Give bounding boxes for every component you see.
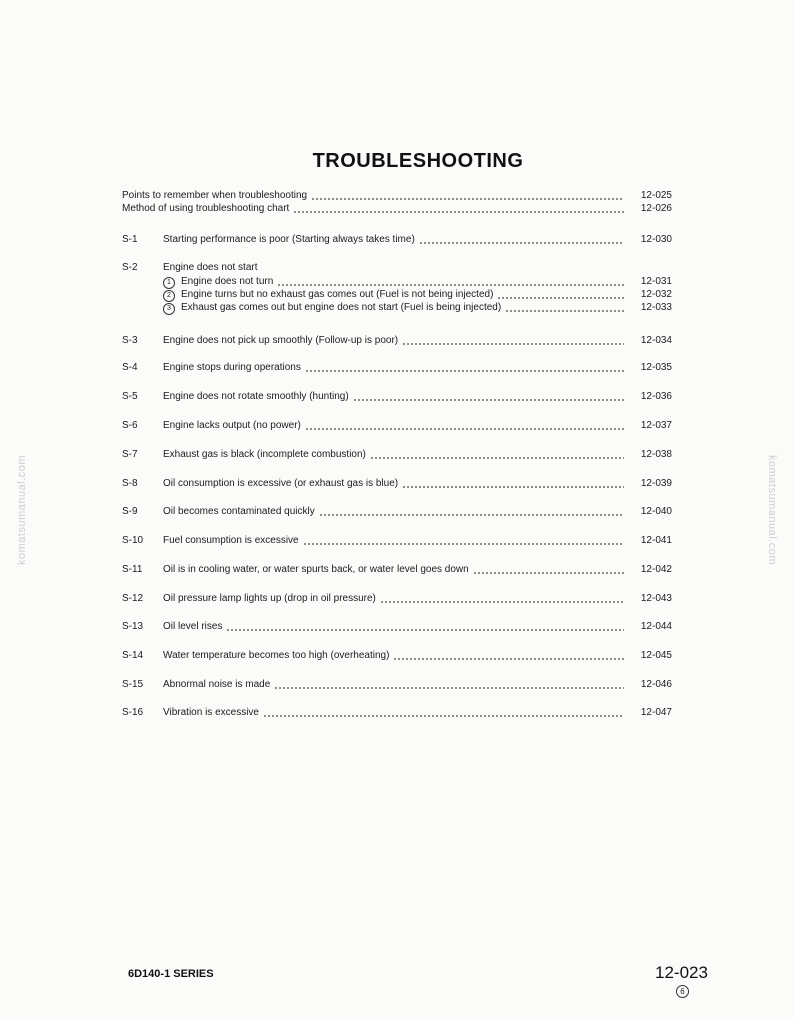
toc-row-s-12[interactable] <box>0 592 794 606</box>
section-code: S-6 <box>122 420 138 431</box>
toc-row-s-16[interactable] <box>0 706 794 720</box>
page-reference: 12-045 <box>640 650 672 661</box>
dot-leader <box>305 428 624 430</box>
toc-entry <box>163 261 672 275</box>
dot-leader <box>353 399 624 401</box>
page-reference: 12-030 <box>640 234 672 245</box>
toc-row-s-7[interactable] <box>0 448 794 462</box>
footer-series: 6D140-1 SERIES <box>128 968 214 980</box>
dot-leader <box>277 284 624 286</box>
page-reference: 12-036 <box>640 391 672 402</box>
section-code: S-12 <box>122 593 144 604</box>
dot-leader <box>293 211 624 213</box>
entry-title: Oil consumption is excessive (or exhaust gas is blue) <box>163 478 399 489</box>
dot-leader <box>370 457 624 459</box>
entry-title <box>163 288 497 302</box>
page-reference: 12-044 <box>640 621 672 632</box>
page-reference: 12-039 <box>640 478 672 489</box>
watermark-right: komatsumanual.com <box>766 455 778 565</box>
dot-leader <box>226 629 624 631</box>
entry-title: Fuel consumption is excessive <box>163 535 299 546</box>
entry-title: Engine stops during operations <box>163 362 301 373</box>
page-reference: 12-042 <box>640 564 672 575</box>
page-title: TROUBLESHOOTING <box>312 150 524 172</box>
section-code: S-9 <box>122 506 138 517</box>
section-code: S-16 <box>122 707 144 718</box>
page-reference: 12-043 <box>640 593 672 604</box>
toc-row-subitem[interactable] <box>0 275 794 289</box>
entry-title: Oil level rises <box>163 621 223 632</box>
watermark-left: komatsumanual.com <box>16 455 28 565</box>
toc-entry <box>163 419 672 433</box>
page-reference: 12-041 <box>640 535 672 546</box>
toc-row-s-4[interactable] <box>0 361 794 375</box>
dot-leader <box>505 310 624 312</box>
entry-title: Exhaust gas is black (incomplete combustion) <box>163 449 366 460</box>
section-code: S-11 <box>122 564 143 575</box>
section-code: S-15 <box>122 679 144 690</box>
section-code: S-14 <box>122 650 144 661</box>
page-reference: 12-032 <box>640 289 672 300</box>
section-code: S-4 <box>122 362 138 373</box>
section-code: S-13 <box>122 621 144 632</box>
section-code: S-3 <box>122 335 138 346</box>
toc-row-s-5[interactable] <box>0 390 794 404</box>
toc-row-s-9[interactable] <box>0 505 794 519</box>
toc-row-s-8[interactable] <box>0 477 794 491</box>
entry-title: Engine lacks output (no power) <box>163 420 301 431</box>
entry-title: Oil pressure lamp lights up (drop in oil pressure) <box>163 593 376 604</box>
toc-entry <box>163 334 672 348</box>
entry-title: Starting performance is poor (Starting always takes time) <box>163 234 415 245</box>
footer-page-number: 12-023 <box>655 963 708 982</box>
section-code: S-8 <box>122 478 138 489</box>
page-reference: 12-033 <box>640 302 672 313</box>
toc-entry <box>163 678 672 692</box>
toc-entry <box>163 288 672 302</box>
dot-leader <box>311 198 624 200</box>
toc-row-s-3[interactable] <box>0 334 794 348</box>
toc-entry <box>163 534 672 548</box>
toc-row-s-13[interactable] <box>0 620 794 634</box>
dot-leader <box>305 370 624 372</box>
toc-entry <box>122 202 672 216</box>
toc-entry <box>163 649 672 663</box>
toc-entry <box>163 620 672 634</box>
toc-entry <box>163 361 672 375</box>
toc-row-s-6[interactable] <box>0 419 794 433</box>
entry-title: Engine does not start <box>163 262 258 273</box>
toc-entry <box>163 448 672 462</box>
page-reference: 12-026 <box>640 203 672 214</box>
toc-row-subitem[interactable] <box>0 288 794 302</box>
dot-leader <box>402 343 624 345</box>
toc-entry <box>163 301 672 315</box>
toc-row-s-11[interactable] <box>0 563 794 577</box>
entry-title: Engine does not rotate smoothly (hunting) <box>163 391 349 402</box>
dot-leader <box>402 486 624 488</box>
page-reference: 12-025 <box>640 190 672 201</box>
dot-leader <box>319 514 624 516</box>
dot-leader <box>274 687 624 689</box>
toc-row-s-10[interactable] <box>0 534 794 548</box>
toc-entry <box>122 189 672 203</box>
page-reference: 12-035 <box>640 362 672 373</box>
circled-number-icon: 2 <box>163 290 175 302</box>
entry-title <box>163 301 505 315</box>
toc-row-subitem[interactable] <box>0 301 794 315</box>
dot-leader <box>473 572 624 574</box>
toc-entry <box>163 477 672 491</box>
entry-title-text: Engine turns but no exhaust gas comes out (Fuel is not being injected) <box>181 289 494 300</box>
section-code: S-2 <box>122 262 138 273</box>
toc-entry <box>163 275 672 289</box>
entry-title: Points to remember when troubleshooting <box>122 190 308 201</box>
section-code: S-1 <box>122 234 138 245</box>
section-code: S-5 <box>122 391 138 402</box>
section-code: S-7 <box>122 449 138 460</box>
toc-entry <box>163 563 672 577</box>
entry-title: Method of using troubleshooting chart <box>122 203 290 214</box>
dot-leader <box>419 242 624 244</box>
dot-leader <box>303 543 624 545</box>
entry-title: Oil becomes contaminated quickly <box>163 506 315 517</box>
circled-number-icon: 3 <box>163 303 175 315</box>
toc-row-s-2[interactable] <box>0 261 794 275</box>
entry-title-text: Exhaust gas comes out but engine does not start (Fuel is being injected) <box>181 302 502 313</box>
toc-entry <box>163 233 672 247</box>
entry-title: Oil is in cooling water, or water spurts back, or water level goes down <box>163 564 469 575</box>
circled-number-icon: 1 <box>163 277 175 289</box>
toc-entry <box>163 505 672 519</box>
dot-leader <box>393 658 624 660</box>
toc-row-intro[interactable] <box>0 202 794 216</box>
revision-mark: 6 <box>676 985 689 998</box>
page-reference: 12-034 <box>640 335 672 346</box>
toc-entry <box>163 390 672 404</box>
entry-title-text: Engine does not turn <box>181 276 274 287</box>
entry-title: Vibration is excessive <box>163 707 259 718</box>
toc-row-s-1[interactable] <box>0 233 794 247</box>
page-reference: 12-038 <box>640 449 672 460</box>
dot-leader <box>380 601 624 603</box>
toc-entry <box>163 592 672 606</box>
toc-row-s-15[interactable] <box>0 678 794 692</box>
section-code: S-10 <box>122 535 144 546</box>
entry-title: Water temperature becomes too high (overheating) <box>163 650 390 661</box>
dot-leader <box>263 715 624 717</box>
page-reference: 12-047 <box>640 707 672 718</box>
entry-title: Engine does not pick up smoothly (Follow-up is poor) <box>163 335 399 346</box>
entry-title: Abnormal noise is made <box>163 679 271 690</box>
toc-entry <box>163 706 672 720</box>
dot-leader <box>497 297 624 299</box>
page-reference: 12-046 <box>640 679 672 690</box>
toc-row-s-14[interactable] <box>0 649 794 663</box>
entry-title <box>163 275 277 289</box>
page-reference: 12-037 <box>640 420 672 431</box>
page-reference: 12-040 <box>640 506 672 517</box>
toc-row-intro[interactable] <box>0 189 794 203</box>
page-reference: 12-031 <box>640 276 672 287</box>
